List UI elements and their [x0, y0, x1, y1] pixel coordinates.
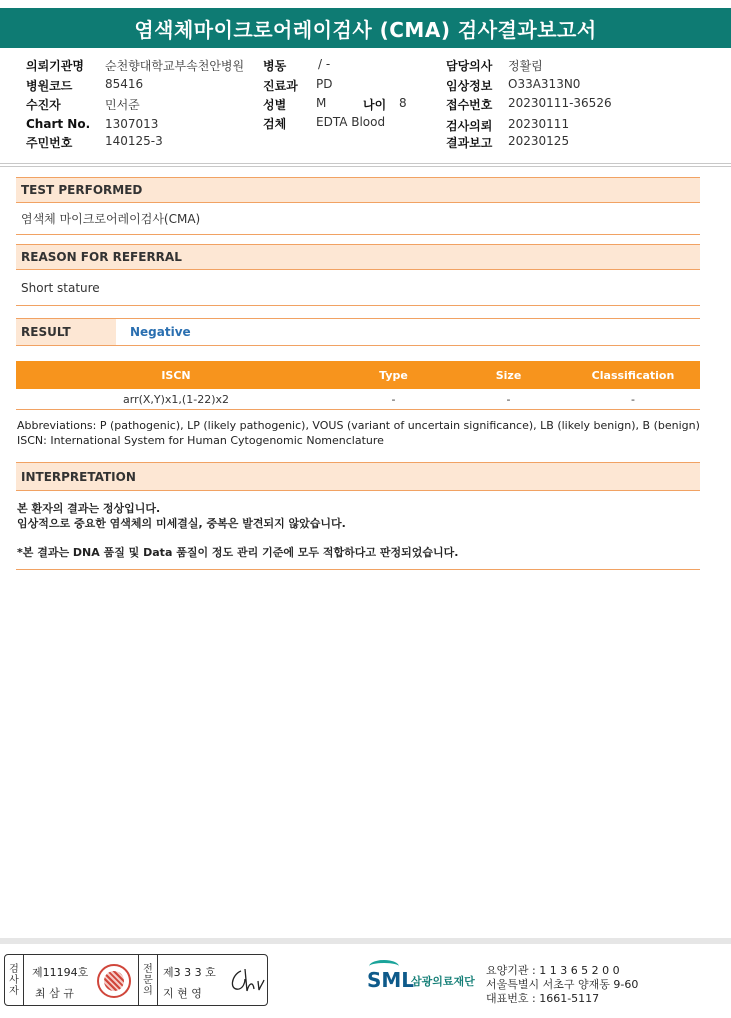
specimen-label: 검체	[263, 117, 287, 131]
logo-text: SML	[367, 968, 415, 992]
cell-type: -	[391, 393, 396, 406]
col-type: Type	[379, 368, 408, 382]
code-label: 병원코드	[26, 79, 73, 93]
tester-name: 최 삼 규	[35, 987, 74, 1000]
result-value: Negative	[130, 325, 191, 339]
test-performed-heading: TEST PERFORMED	[16, 177, 700, 203]
seal-stamp-icon	[97, 964, 131, 998]
referral-text: Short stature	[16, 270, 700, 306]
signature-icon	[227, 965, 265, 997]
tester-label: 검 사 자	[5, 955, 24, 1005]
divider	[0, 163, 731, 164]
col-size: Size	[495, 368, 522, 382]
result-label: RESULT	[16, 319, 116, 345]
clinical-value: O33A313N0	[508, 77, 581, 91]
cell-size: -	[506, 393, 511, 406]
interpretation-line: 임상적으로 중요한 염색체의 미세결실, 중복은 발견되지 않았습니다.	[17, 517, 346, 530]
sex-value: M	[316, 96, 327, 110]
quality-note: *본 결과는 DNA 품질 및 Data 품질이 정도 관리 기준에 모두 적합하다고 판정되었습니다.	[17, 546, 459, 559]
reviewer-name: 지 현 영	[163, 987, 202, 1000]
patient-value: 민서준	[105, 98, 140, 112]
id-label: 주민번호	[26, 136, 73, 150]
tester-number: 제11194호	[32, 966, 89, 979]
specimen-value: EDTA Blood	[316, 115, 386, 129]
id-value: 140125-3	[105, 134, 163, 148]
agency-number: 요양기관 : 1 1 3 6 5 2 0 0	[486, 964, 620, 977]
reviewer-label: 전 문 의	[138, 955, 158, 1005]
divider	[16, 569, 700, 570]
receipt-value: 20230111-36526	[508, 96, 612, 110]
doctor-value: 정활림	[508, 59, 543, 73]
ward-label: 병동	[263, 59, 287, 73]
request-value: 20230111	[508, 117, 570, 131]
ward-value: / -	[318, 57, 331, 71]
request-label: 검사의뢰	[446, 119, 493, 133]
org-name: 삼광의료재단	[411, 975, 475, 988]
divider	[0, 166, 731, 167]
clinical-label: 임상정보	[446, 79, 493, 93]
code-value: 85416	[105, 77, 144, 91]
col-classification: Classification	[591, 368, 675, 382]
interpretation-heading: INTERPRETATION	[16, 462, 700, 491]
report-date-value: 20230125	[508, 134, 570, 148]
hospital-label: 의뢰기관명	[26, 59, 84, 73]
cell-iscn: arr(X,Y)x1,(1-22)x2	[123, 393, 229, 406]
footer-divider	[0, 938, 731, 944]
dept-value: PD	[316, 77, 333, 91]
abbreviations-line: Abbreviations: P (pathogenic), LP (likely pathogenic), VOUS (variant of uncertain significance), LB (likely benign), B (benign)	[17, 419, 700, 432]
report-title: 염색체마이크로어레이검사 (CMA) 검사결과보고서	[0, 8, 731, 48]
receipt-label: 접수번호	[446, 98, 493, 112]
reviewer-number: 제3 3 3 호	[163, 966, 216, 979]
chart-label: Chart No.	[26, 117, 91, 131]
chart-value: 1307013	[105, 117, 159, 131]
cell-classification: -	[631, 393, 635, 406]
age-value: 8	[399, 96, 407, 110]
table-row	[16, 390, 700, 410]
interpretation-line: 본 환자의 결과는 정상입니다.	[17, 502, 161, 515]
hospital-value: 순천향대학교부속천안병원	[105, 59, 245, 73]
address: 서울특별시 서초구 양재동 9-60	[486, 978, 639, 991]
phone-number: 대표번호 : 1661-5117	[486, 992, 600, 1005]
iscn-definition-line: ISCN: International System for Human Cytogenomic Nomenclature	[17, 434, 384, 447]
table-header	[16, 361, 700, 389]
doctor-label: 담당의사	[446, 59, 493, 73]
dept-label: 진료과	[263, 79, 298, 93]
result-row	[16, 318, 700, 346]
referral-heading: REASON FOR REFERRAL	[16, 244, 700, 270]
sex-label: 성별	[263, 98, 287, 112]
patient-label: 수진자	[26, 98, 61, 112]
test-performed-text: 염색체 마이크로어레이검사(CMA)	[16, 203, 700, 235]
report-date-label: 결과보고	[446, 136, 493, 150]
age-label: 나이	[363, 98, 387, 112]
signature-box	[4, 954, 268, 1006]
col-iscn: ISCN	[161, 368, 191, 382]
